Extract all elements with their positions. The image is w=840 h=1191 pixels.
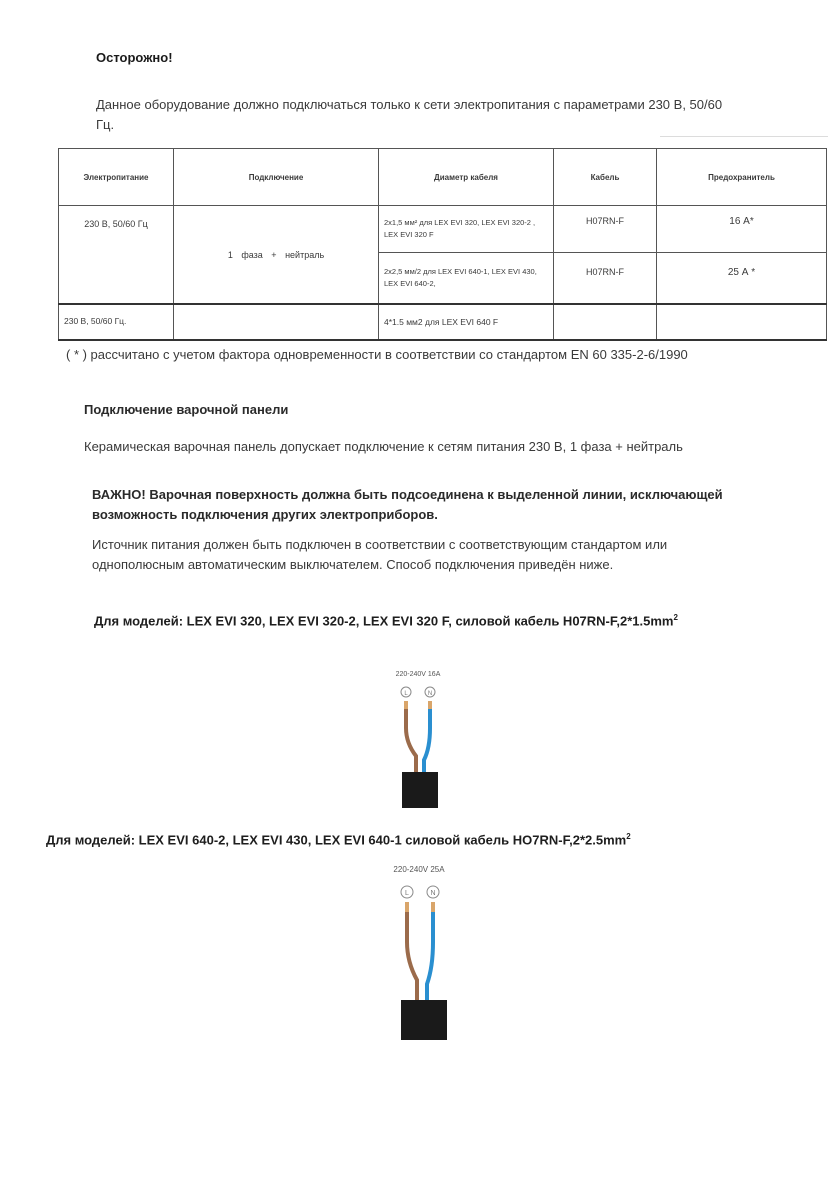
cable-sheath bbox=[402, 772, 438, 808]
table-header-row bbox=[59, 149, 827, 206]
header-cable: Кабель bbox=[554, 149, 657, 206]
table-row bbox=[59, 206, 827, 253]
wiring-diagram-16a bbox=[360, 668, 480, 813]
header-fuse: Предохранитель bbox=[657, 149, 827, 206]
intro-text: Данное оборудование должно подключаться только к сети электропитания с параметрами 230 В, 50/60 Гц. bbox=[96, 97, 723, 132]
terminal-n-label: N bbox=[427, 691, 433, 697]
brown-wire bbox=[407, 906, 417, 1007]
cell-cable: H07RN-F bbox=[554, 253, 657, 305]
wire-tip bbox=[431, 902, 435, 912]
cell-power: 230 В, 50/60 Гц bbox=[59, 206, 174, 305]
table-row bbox=[59, 304, 827, 340]
wire-tip bbox=[405, 902, 409, 912]
cell-diameter: 2х2,5 мм/2 для LEX EVI 640-1, LEX EVI 430, LEX EVI 640-2, bbox=[379, 253, 554, 305]
cell-connection: 1 фаза + нейтраль bbox=[174, 206, 379, 305]
cell-fuse: 25 А * bbox=[657, 253, 827, 305]
cell-cable: H07RN-F bbox=[554, 206, 657, 253]
cell-fuse: 16 А* bbox=[657, 206, 827, 253]
terminal-l-label: L bbox=[405, 890, 409, 897]
cell-power: 230 В, 50/60 Гц. bbox=[59, 304, 174, 340]
models1-text: Для моделей: LEX EVI 320, LEX EVI 320-2, LEX EVI 320 F, силовой кабель H07RN-F,2*1.5mm bbox=[94, 613, 674, 629]
header-connection: Подключение bbox=[174, 149, 379, 206]
divider bbox=[660, 136, 828, 137]
models2-sup: 2 bbox=[626, 832, 631, 841]
footnote: ( * ) рассчитано с учетом фактора одновременности в соответствии со стандартом EN 60 335-2-6/1990 bbox=[66, 347, 688, 362]
cell-diameter: 2х1,5 мм² для LEX EVI 320, LEX EVI 320-2 , LEX EVI 320 F bbox=[379, 206, 554, 253]
cell-diameter: 4*1.5 мм2 для LEX EVI 640 F bbox=[379, 304, 554, 340]
spec-table bbox=[58, 148, 827, 341]
ceramic-text: Керамическая варочная панель допускает подключение к сетям питания 230 В, 1 фаза + нейтраль bbox=[84, 439, 683, 454]
terminal-n-label: N bbox=[430, 890, 436, 897]
blue-wire bbox=[424, 704, 430, 778]
cell-connection bbox=[174, 304, 379, 340]
models1-sup: 2 bbox=[673, 613, 678, 622]
wiring-diagram-25a bbox=[365, 862, 485, 1042]
diagram1-voltage: 220-240V 16A bbox=[395, 671, 441, 678]
blue-wire bbox=[427, 906, 433, 1007]
wire-tip bbox=[404, 701, 408, 709]
models2-heading bbox=[46, 832, 631, 847]
terminal-l-label: L bbox=[404, 691, 408, 697]
diagram2-voltage: 220-240V 25A bbox=[393, 865, 445, 874]
important-text: ВАЖНО! Варочная поверхность должна быть подсоединена к выделенной линии, исключающей возможность подключения других электроприборов. bbox=[92, 487, 723, 522]
source-text: Источник питания должен быть подключен в соответствии с соответствующим стандартом или однополюсным автоматическим выключателем. Способ подключения приведён ниже. bbox=[92, 537, 668, 572]
brown-wire bbox=[406, 704, 416, 778]
cell-fuse bbox=[657, 304, 827, 340]
section-title: Подключение варочной панели bbox=[84, 402, 289, 417]
cell-cable bbox=[554, 304, 657, 340]
header-diameter: Диаметр кабеля bbox=[379, 149, 554, 206]
models1-heading bbox=[94, 613, 678, 628]
header-power: Электропитание bbox=[59, 149, 174, 206]
cable-sheath bbox=[401, 1000, 447, 1040]
caution-title: Осторожно! bbox=[96, 50, 173, 65]
wire-tip bbox=[428, 701, 432, 709]
models2-text: Для моделей: LEX EVI 640-2, LEX EVI 430, LEX EVI 640-1 силовой кабель HO7RN-F,2*2.5mm bbox=[46, 832, 627, 848]
